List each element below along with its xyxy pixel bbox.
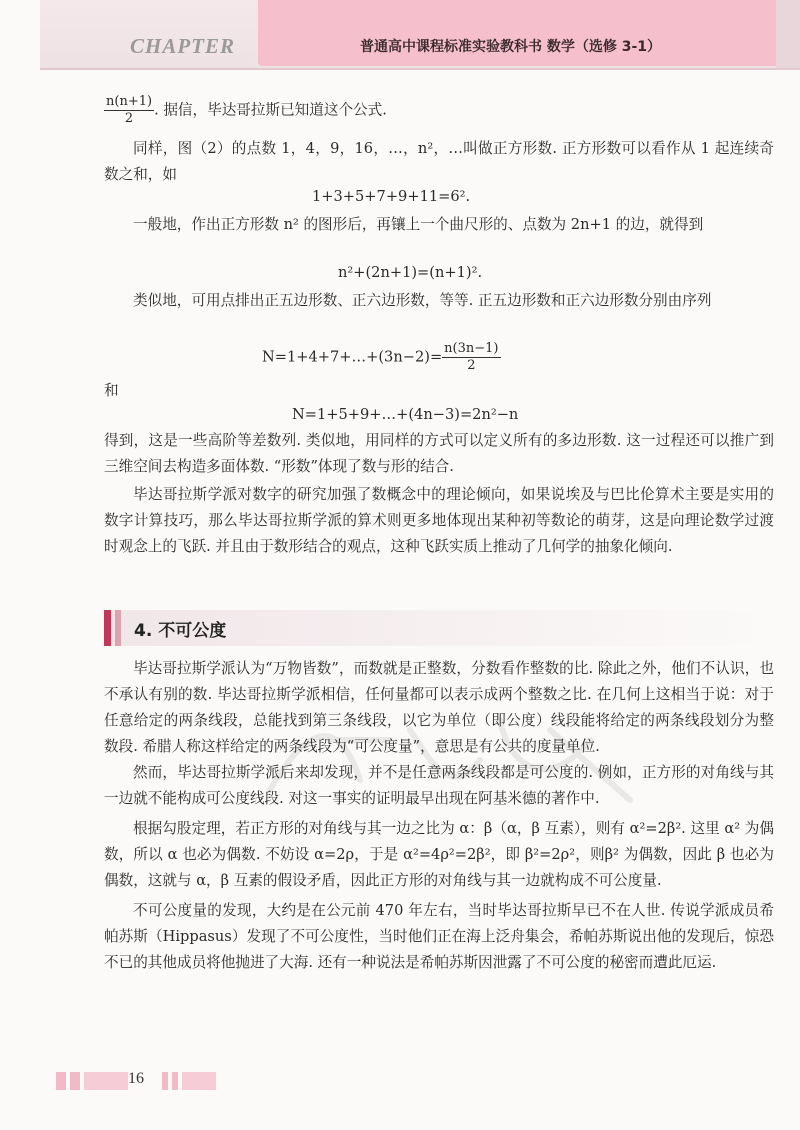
header-edge xyxy=(776,0,800,68)
intro-fraction-denominator: 2 xyxy=(124,111,134,126)
paragraph-text: 得到，这是一些高阶等差数列. 类似地，用同样的方式可以定义所有的多边形数. 这一过程还可以推广到三维空间去构造多面体数. “形数”体现了数与形的结合. xyxy=(104,432,774,475)
equation-pentagonal-left: N=1+4+7+…+(3n−2)= xyxy=(262,348,443,366)
and-line xyxy=(104,378,774,404)
fraction-denominator: 2 xyxy=(467,358,476,373)
equation-square-step: n²+(2n+1)=(n+1)². xyxy=(338,264,483,281)
paragraph-text: 毕达哥拉斯学派对数字的研究加强了数概念中的理论倾向，如果说埃及与巴比伦算术主要是实用的数字计算技巧，那么毕达哥拉斯学派的算术则更多地体现出某种初等数论的萌芽，这是向理论数学过渡时观念上的飞跃. 并且由于数形结合的观点，这种飞跃实质上推动了几何学的抽象化倾向. xyxy=(104,486,774,555)
intro-line xyxy=(104,94,774,127)
paragraph-general-square xyxy=(104,212,774,238)
chapter-label: CHAPTER xyxy=(130,34,236,58)
footer-block xyxy=(172,1072,178,1090)
footer-block xyxy=(70,1072,80,1090)
paragraph-text: 同样，图（2）的点数 1，4，9，16，…，n²，…叫做正方形数. 正方形数可以看作从 1 起连续奇数之和，如 xyxy=(104,140,774,183)
section-paragraph-3: 根据勾股定理，若正方形的对角线与其一边之比为 α：β（α，β 互素），则有 α²=2β². 这里 α² 为偶数，所以 α 也必为偶数. 不妨设 α=2ρ，于是 α²=4ρ²=2β²，即 β²=2ρ²，则β² 为偶数，因此 β 也必为偶数，这就与 α，β 互素的假设矛盾，因此正方形的对角线与其一边就构成不可公度量. xyxy=(104,820,774,889)
section-marker-light xyxy=(115,610,121,646)
paragraph-text: 一般地，作出正方形数 n² 的图形后，再镶上一个曲尺形的、点数为 2n+1 的边，就得到 xyxy=(133,216,704,233)
and-word: 和 xyxy=(104,382,119,399)
paragraph-theory-tendency xyxy=(104,482,774,560)
intro-fraction-numerator: n(n+1) xyxy=(106,94,153,109)
equation-pentagonal xyxy=(262,341,501,374)
fraction-numerator: n(3n−1) xyxy=(444,341,499,356)
footer-block xyxy=(84,1072,128,1090)
footer-block xyxy=(56,1072,66,1090)
paragraph-square-numbers xyxy=(104,136,774,188)
equation-hexagonal: N=1+5+9+…+(4n−3)=2n²−n xyxy=(292,406,519,423)
section-paragraph-2: 然而，毕达哥拉斯学派后来却发现，并不是任意两条线段都是可公度的. 例如，正方形的对角线与其一边就不能构成可公度线段. 对这一事实的证明最早出现在阿基米德的著作中. xyxy=(104,764,774,807)
section-paragraph-1: 毕达哥拉斯学派认为“万物皆数”，而数就是正整数，分数看作整数的比. 除此之外，他们不认识，也不承认有别的数. 毕达哥拉斯学派相信，任何量都可以表示成两个整数之比. 在几何上这相当于说：对于任意给定的两条线段，总能找到第三条线段，以它为单位（即公度）线段能将给定的两条线段划分为整数段. 希腊人称这样给定的两条线段为“可公度量”，意思是有公共的度量单位. xyxy=(104,660,774,755)
page-number: 16 xyxy=(128,1070,144,1087)
paragraph-higher-order xyxy=(104,428,774,480)
footer-block xyxy=(162,1072,168,1090)
book-title: 普通高中课程标准实验教科书 数学（选修 3-1） xyxy=(360,39,662,55)
paragraph-text: 类似地，可用点排出正五边形数、正六边形数，等等. 正五边形数和正六边形数分别由序列 xyxy=(133,292,712,309)
section-title: 4. 不可公度 xyxy=(134,621,227,641)
paragraph-polygonal xyxy=(104,288,774,314)
header-divider xyxy=(40,68,800,70)
header-title-panel xyxy=(258,0,778,66)
equation-odd-sum: 1+3+5+7+9+11=6². xyxy=(312,188,471,205)
section-paragraph-4: 不可公度量的发现，大约是在公元前 470 年左右，当时毕达哥拉斯早已不在人世. 传说学派成员希帕苏斯（Hippasus）发现了不可公度性，当时他们正在海上泛舟集会，希帕苏斯说出他的发现后，惊恐不已的其他成员将他抛进了大海. 还有一种说法是希帕苏斯因泄露了不可公度的秘密而遭此厄运. xyxy=(104,902,774,971)
footer-block xyxy=(182,1072,216,1090)
section-marker xyxy=(104,610,111,646)
section-body xyxy=(104,656,774,976)
intro-fraction xyxy=(104,94,154,127)
equation-pentagonal-fraction xyxy=(442,341,500,374)
intro-text: . 据信，毕达哥拉斯已知道这个公式. xyxy=(154,101,387,119)
